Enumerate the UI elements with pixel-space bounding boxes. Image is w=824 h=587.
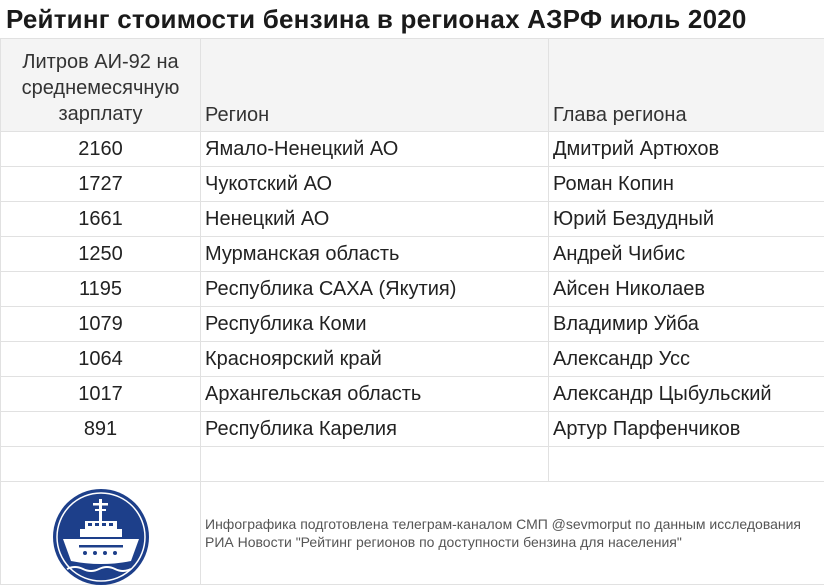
empty-cell <box>549 447 824 482</box>
table-header-row <box>1 39 824 132</box>
empty-cell <box>1 447 201 482</box>
region-cell: Ямало-Ненецкий АО <box>201 132 549 167</box>
region-cell: Ненецкий АО <box>201 202 549 237</box>
table-row <box>1 202 824 237</box>
governor-cell: Артур Парфенчиков <box>549 412 824 447</box>
table-row <box>1 272 824 307</box>
icebreaker-ship-icon <box>51 487 151 587</box>
liters-cell: 2160 <box>1 132 201 167</box>
liters-cell: 1727 <box>1 167 201 202</box>
region-cell: Республика Карелия <box>201 412 549 447</box>
table-row <box>1 412 824 447</box>
footer-credit-text: Инфографика подготовлена телеграм-каналом СМП @sevmorput по данным исследования РИА Новости "Рейтинг регионов по доступности бензина для населения" <box>201 482 824 585</box>
region-cell: Архангельская область <box>201 377 549 412</box>
liters-cell: 1017 <box>1 377 201 412</box>
table-row <box>1 307 824 342</box>
table-row <box>1 342 824 377</box>
empty-cell <box>201 447 549 482</box>
region-cell: Чукотский АО <box>201 167 549 202</box>
governor-cell: Александр Усс <box>549 342 824 377</box>
empty-row <box>1 447 824 482</box>
logo-cell <box>1 482 201 585</box>
governor-cell: Александр Цыбульский <box>549 377 824 412</box>
liters-cell: 1064 <box>1 342 201 377</box>
governor-cell: Дмитрий Артюхов <box>549 132 824 167</box>
region-cell: Республика САХА (Якутия) <box>201 272 549 307</box>
table-row <box>1 132 824 167</box>
governor-cell: Андрей Чибис <box>549 237 824 272</box>
governor-cell: Роман Копин <box>549 167 824 202</box>
table-row <box>1 167 824 202</box>
liters-cell: 1661 <box>1 202 201 237</box>
liters-cell: 891 <box>1 412 201 447</box>
governor-cell: Юрий Бездудный <box>549 202 824 237</box>
footer-row <box>1 482 824 585</box>
liters-cell: 1250 <box>1 237 201 272</box>
table-row <box>1 237 824 272</box>
liters-cell: 1079 <box>1 307 201 342</box>
table-row <box>1 377 824 412</box>
region-cell: Красноярский край <box>201 342 549 377</box>
column-header-governor: Глава региона <box>549 39 824 132</box>
governor-cell: Владимир Уйба <box>549 307 824 342</box>
governor-cell: Айсен Николаев <box>549 272 824 307</box>
liters-cell: 1195 <box>1 272 201 307</box>
column-header-liters: Литров АИ-92 на среднемесячную зарплату <box>1 39 201 132</box>
rating-table <box>0 38 824 585</box>
page-title: Рейтинг стоимости бензина в регионах АЗРФ июль 2020 <box>0 0 824 38</box>
region-cell: Республика Коми <box>201 307 549 342</box>
region-cell: Мурманская область <box>201 237 549 272</box>
column-header-region: Регион <box>201 39 549 132</box>
